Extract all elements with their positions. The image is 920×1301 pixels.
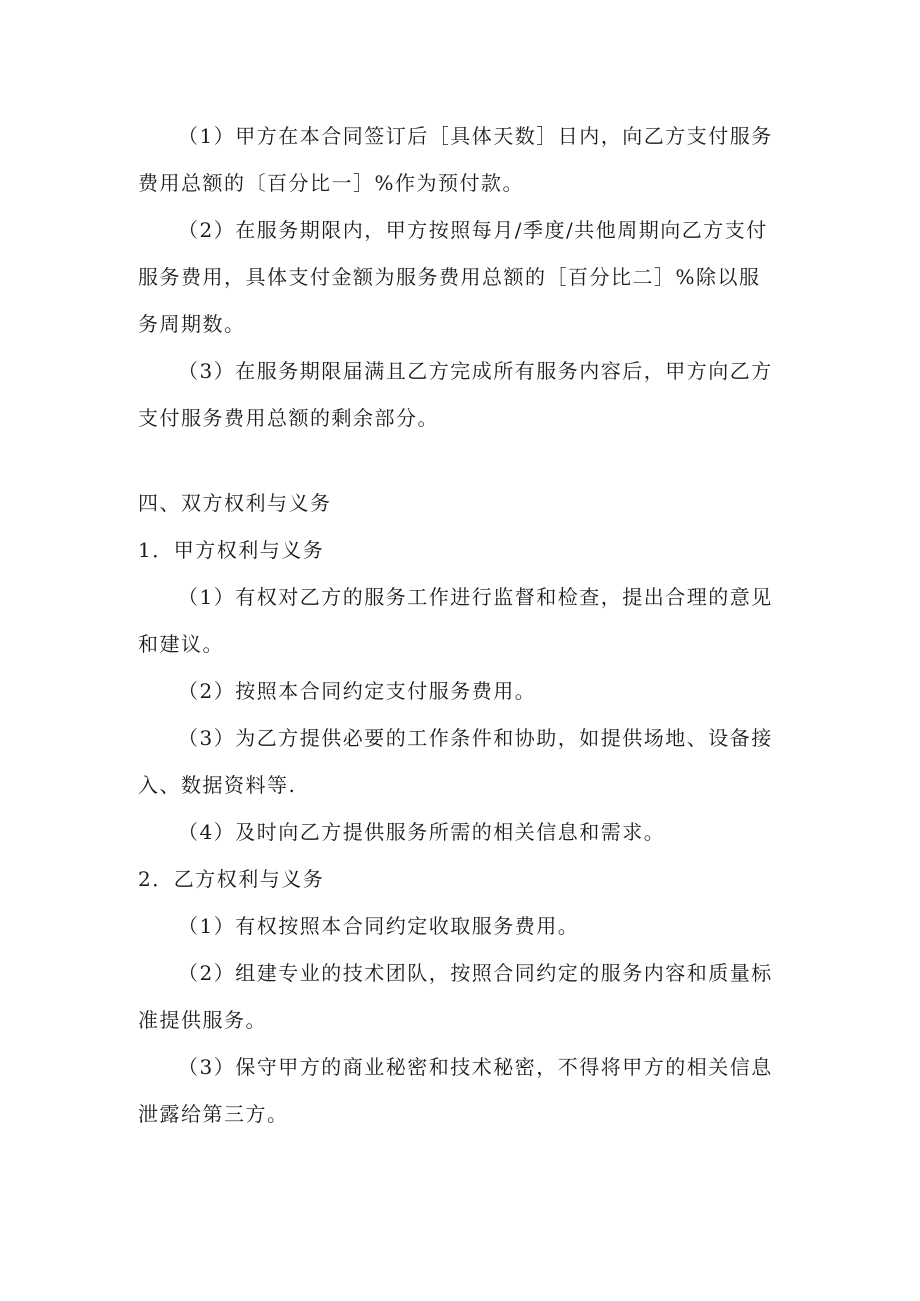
- section-title: 四、双方权利与义务: [138, 491, 332, 515]
- party-b-item-1: （1）有权按照本合同约定收取服务费用。: [178, 914, 580, 938]
- party-a-item-4: （4）及时向乙方提供服务所需的相关信息和需求。: [178, 820, 666, 844]
- party-a-title: 1．甲方权利与义务: [138, 538, 325, 562]
- payment-item-1: （1）甲方在本合同签订后［具体天数］日内，向乙方支付服务费用总额的〔百分比一］%作为预付款。: [138, 124, 773, 195]
- payment-item-2: （2）在服务期限内，甲方按照每月/季度/共他周期向乙方支付服务费用，具体支付金额为服务费用总额的［百分比二］%除以服务周期数。: [138, 218, 768, 336]
- payment-item-3: （3）在服务期限届满且乙方完成所有服务内容后，甲方向乙方支付服务费用总额的剩余部分。: [138, 359, 773, 430]
- document-page: [138, 113, 778, 1138]
- party-a-item-2: （2）按照本合同约定支付服务费用。: [178, 679, 537, 703]
- section-gap: [138, 442, 778, 480]
- party-b-item-2: （2）组建专业的技术团队，按照合同约定的服务内容和质量标准提供服务。: [138, 961, 773, 1032]
- party-a-item-1: （1）有权对乙方的服务工作进行监督和检查，提出合理的意见和建议。: [138, 585, 773, 656]
- party-b-item-3: （3）保守甲方的商业秘密和技术秘密，不得将甲方的相关信息泄露给第三方。: [138, 1055, 773, 1126]
- party-b-title: 2．乙方权利与义务: [138, 867, 325, 891]
- party-a-item-3: （3）为乙方提供必要的工作条件和协助，如提供场地、设备接入、数据资料等.: [138, 726, 773, 797]
